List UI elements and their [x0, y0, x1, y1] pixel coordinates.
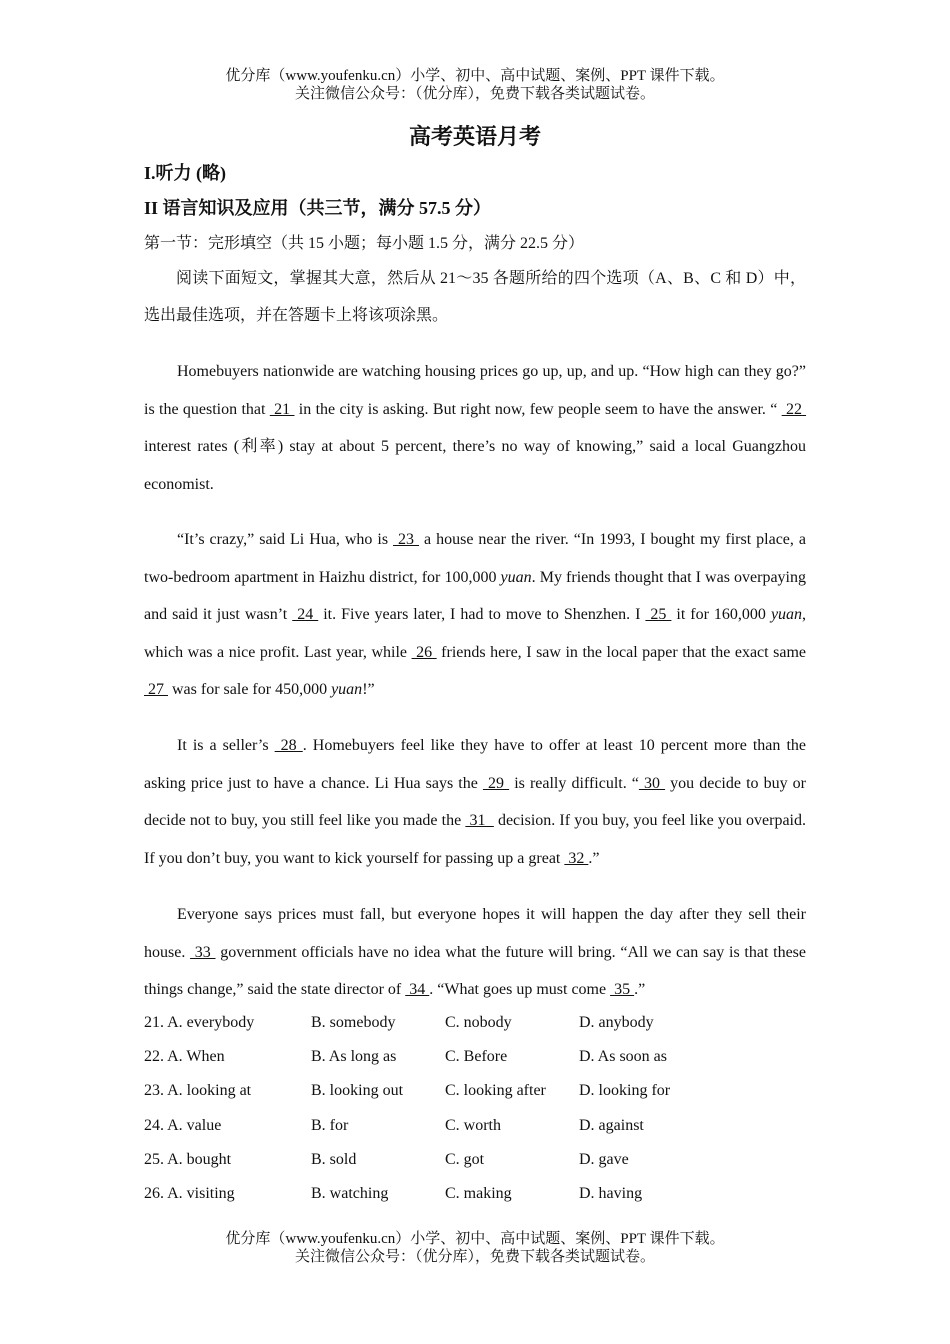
- section-listening-heading: I.听力 (略): [144, 163, 226, 183]
- option-24-b: B. for: [311, 1116, 349, 1134]
- option-row-26: [144, 1179, 806, 1213]
- option-row-24: [144, 1111, 806, 1145]
- option-26-a: 26. A. visiting: [144, 1184, 235, 1202]
- option-row-25: [144, 1145, 806, 1179]
- option-26-d: D. having: [579, 1184, 643, 1202]
- option-23-c: C. looking after: [445, 1082, 546, 1100]
- option-25-a: 25. A. bought: [144, 1150, 232, 1168]
- passage-paragraph-1: Homebuyers nationwide are watching housing prices go up, up, and up. “How high can they go?” is the question that 21 in the city is asking. But right now, few people seem to have the answer. “ 22 interest rates (利率) stay at about 5 percent, there’s no way of knowing,” said a local Guangzhou economist.: [144, 363, 807, 493]
- option-23-b: B. looking out: [311, 1082, 404, 1100]
- option-21-a: 21. A. everybody: [144, 1014, 255, 1031]
- blank-29: 29: [482, 774, 510, 792]
- blank-27: 27: [144, 681, 168, 698]
- option-26-b: B. watching: [311, 1184, 389, 1202]
- option-21-b: B. somebody: [311, 1014, 396, 1031]
- header-line-2: 关注微信公众号：（优分库），免费下载各类试题试卷。: [294, 86, 655, 102]
- passage-paragraph-2: “It’s crazy,” said Li Hua, who is 23 a house near the river. “In 1993, I bought my first place, a two-bedroom apartment in Haizhu district, for 100,000 yuan. My friends thought that I was overpaying and said it just wasn’t 24 it. Five years later, I had to move to Shenzhen. I 25 it for 160,000 yuan, which was a nice profit. Last year, while 26 friends here, I saw in the local paper that the exact same 27 was for sale for 450,000 yuan!”: [144, 531, 807, 698]
- blank-33: 33: [190, 943, 216, 961]
- blank-31: 31: [465, 812, 494, 829]
- answer-options: [144, 1008, 806, 1213]
- blank-28: 28: [274, 737, 303, 754]
- option-25-c: C. got: [445, 1150, 485, 1168]
- passage-paragraph-3: It is a seller’s 28 . Homebuyers feel like they have to offer at least 10 percent more than the asking price just to have a chance. Li Hua says the 29 is really difficult. “ 30 you decide to buy or decide not to buy, you still feel like you made the 31 decision. If you buy, you feel like you overpaid. If you don’t buy, you want to kick yourself for passing up a great 32 .”: [144, 737, 807, 867]
- option-row-23: [144, 1076, 806, 1110]
- option-25-d: D. gave: [579, 1150, 629, 1168]
- option-24-a: 24. A. value: [144, 1116, 222, 1134]
- option-22-b: B. As long as: [311, 1048, 397, 1066]
- option-row-21: [144, 1008, 806, 1042]
- blank-26: 26: [411, 643, 437, 661]
- header-line-1: 优分库（www.youfenku.cn）小学、初中、高中试题、案例、PPT 课件下载。: [225, 68, 725, 84]
- option-22-d: D. As soon as: [579, 1048, 668, 1066]
- option-23-a: 23. A. looking at: [144, 1082, 252, 1100]
- instructions: 阅读下面短文，掌握其大意，然后从 21～35 各题所给的四个选项（A、B、C 和 D）中，选出最佳选项，并在答题卡上将该项涂黑。: [144, 270, 806, 324]
- blank-24: 24: [292, 606, 319, 623]
- page-footer: [0, 1230, 950, 1266]
- option-row-22: [144, 1042, 806, 1076]
- option-23-d: D. looking for: [579, 1082, 671, 1100]
- blank-25: 25: [645, 606, 672, 623]
- blank-34: 34: [405, 981, 430, 998]
- section-language-heading: II 语言知识及应用（共三节，满分 57.5 分）: [144, 198, 492, 218]
- option-25-b: B. sold: [311, 1150, 357, 1168]
- option-26-c: C. making: [445, 1184, 512, 1202]
- footer-line-1: 优分库（www.youfenku.cn）小学、初中、高中试题、案例、PPT 课件下载。: [225, 1231, 725, 1247]
- blank-22: 22: [781, 400, 807, 418]
- blank-30: 30: [638, 774, 666, 792]
- blank-32: 32: [564, 849, 589, 867]
- part-cloze-heading: 第一节：完形填空（共 15 小题；每小题 1.5 分，满分 22.5 分）: [144, 235, 585, 252]
- option-24-d: D. against: [579, 1116, 644, 1134]
- blank-35: 35: [610, 981, 635, 998]
- option-21-c: C. nobody: [445, 1014, 512, 1031]
- option-22-a: 22. A. When: [144, 1048, 225, 1066]
- passage-paragraph-4: Everyone says prices must fall, but everyone hopes it will happen the day after they sell their house. 33 government officials have no idea what the future will bring. “All we can say is that these things change,” said the state director of 34 . “What goes up must come 35 .”: [144, 906, 807, 998]
- page-title: 高考英语月考: [408, 124, 541, 149]
- blank-21: 21: [269, 400, 295, 418]
- footer-line-2: 关注微信公众号：（优分库），免费下载各类试题试卷。: [294, 1249, 655, 1265]
- option-22-c: C. Before: [445, 1048, 508, 1066]
- page-header: [0, 67, 950, 103]
- blank-23: 23: [393, 531, 420, 548]
- option-24-c: C. worth: [445, 1116, 501, 1134]
- option-21-d: D. anybody: [579, 1014, 654, 1031]
